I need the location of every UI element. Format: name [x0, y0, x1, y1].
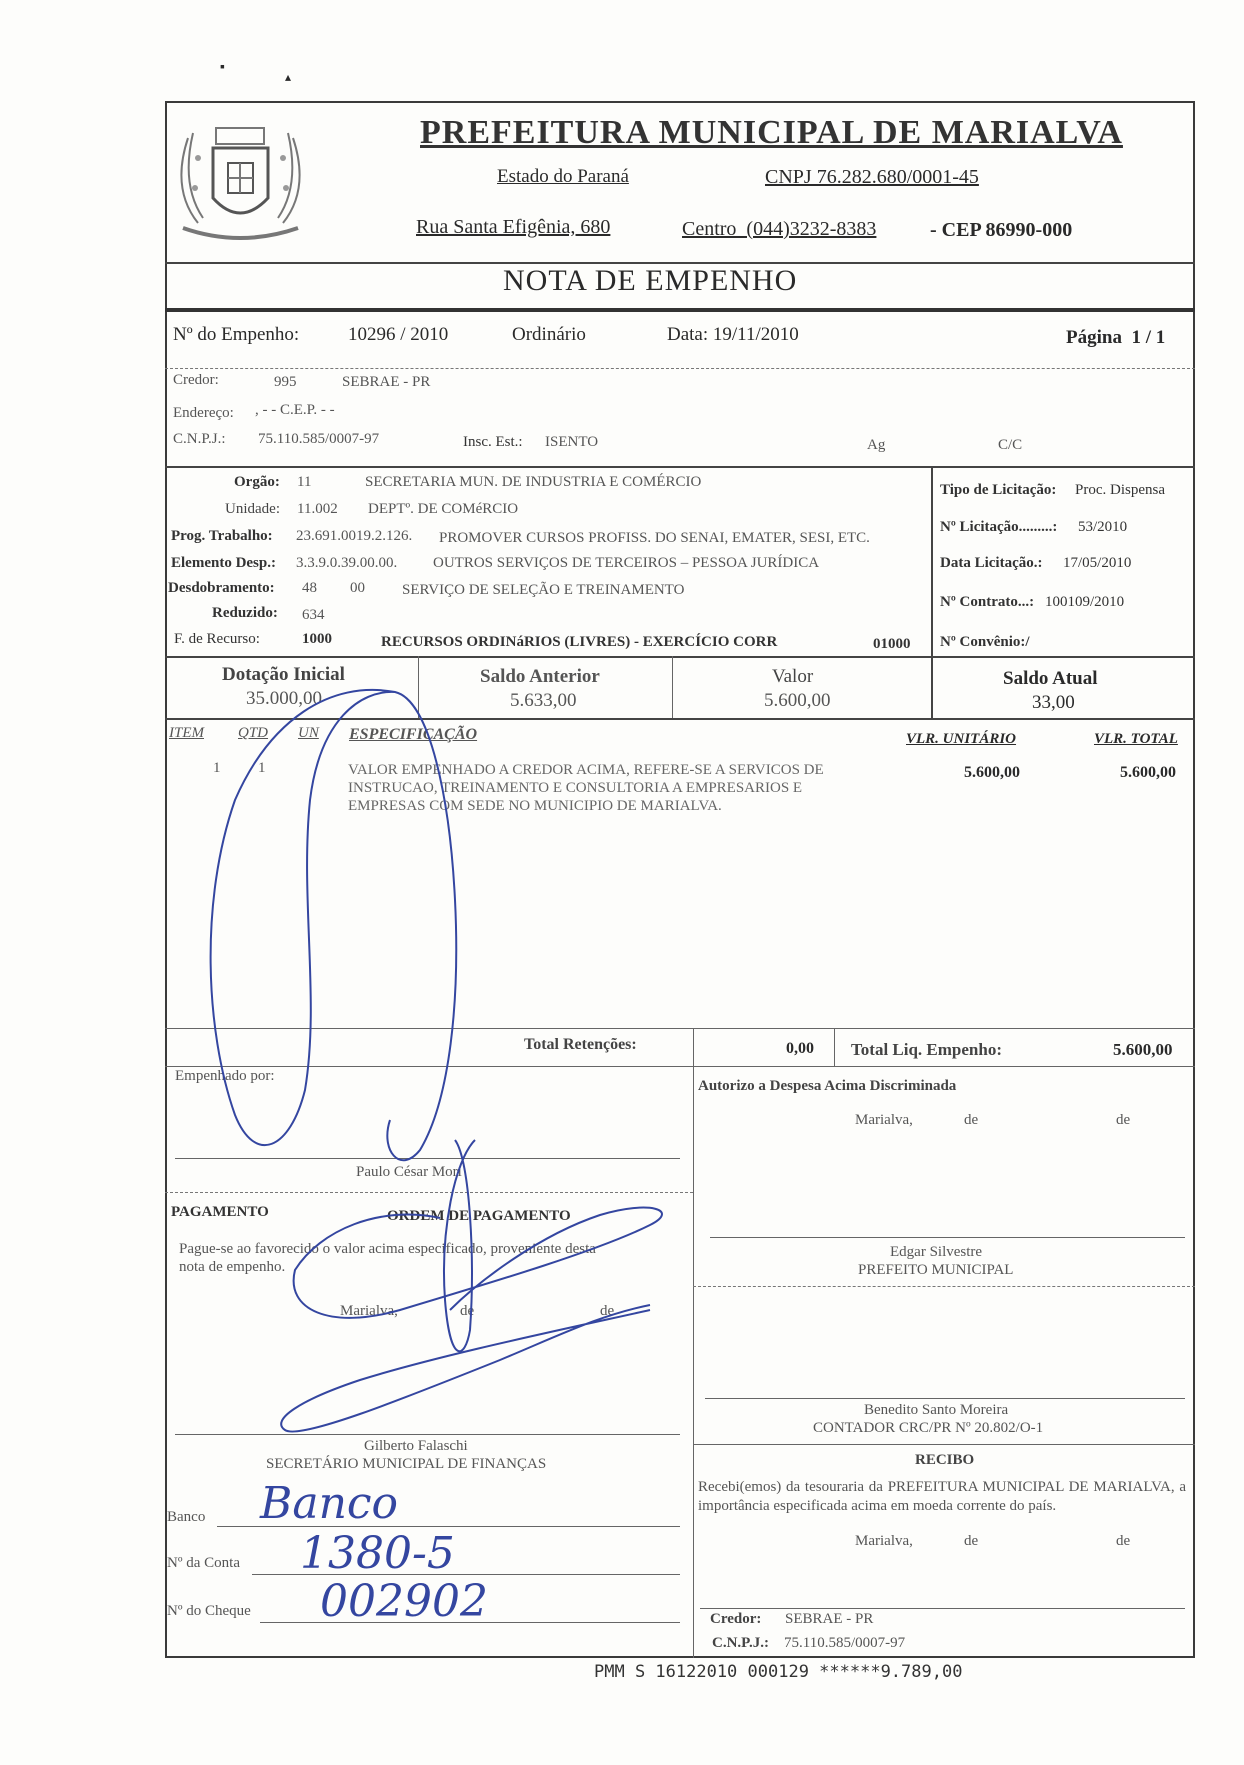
valor-value: 5.600,00 — [764, 690, 831, 711]
licitacao-data-label: Data Licitação.: — [940, 555, 1043, 571]
orgao: 11 — [297, 474, 312, 490]
retencoes-value: 0,00 — [786, 1040, 814, 1057]
item-number: 1 — [213, 760, 221, 776]
secretario-nome: Gilberto Falaschi — [364, 1438, 468, 1454]
desdobramento-sub: 00 — [350, 580, 365, 596]
empenho-number: 10296 / 2010 — [348, 324, 449, 345]
footer-stamp: PMM S 16122010 000129 ******9.789,00 — [594, 1662, 963, 1682]
col-unit: VLR. UNITÁRIO — [906, 731, 1017, 747]
header-district-phone: Centro (044)3232-8383 — [682, 218, 877, 240]
header-cnpj: CNPJ 76.282.680/0001-45 — [765, 166, 979, 188]
item-spec-line: VALOR EMPENHADO A CREDOR ACIMA, REFERE-SE A SERVICOS DE — [348, 762, 824, 778]
licitacao-tipo: Proc. Dispensa — [1075, 482, 1165, 498]
scan-mark: ▴ — [285, 70, 292, 84]
desdobramento: 48 — [302, 580, 317, 596]
state-name: Estado do Paraná — [497, 166, 629, 187]
recurso-desc: RECURSOS ORDINáRIOS (LIVRES) - EXERCÍCIO CORR — [381, 634, 778, 650]
convenio-label: Nº Convênio:/ — [940, 634, 1030, 650]
pagamento-text: nota de empenho. — [179, 1259, 286, 1275]
signature-stroke — [211, 690, 457, 1160]
saldo-atual-label: Saldo Atual — [1003, 668, 1098, 689]
orgao-label: Orgão: — [234, 474, 280, 490]
header-cep: - CEP 86990-000 — [930, 219, 1073, 241]
recibo-text: Recebi(emos) da tesouraria da PREFEITURA MUNICIPAL DE MARIALVA, a importância especificada acima em moeda corrente do país. — [698, 1479, 1186, 1514]
item-qtd: 1 — [258, 760, 266, 776]
empenho-number-label: Nº do Empenho: — [173, 324, 300, 345]
item-total-value: 5.600,00 — [1120, 764, 1176, 781]
insc-label: Insc. Est.: — [463, 434, 523, 450]
elemento: 3.3.9.0.39.00.00. — [296, 555, 398, 571]
prog: 23.691.0019.2.126. — [296, 528, 413, 544]
recibo-credor-label: Credor: — [710, 1611, 762, 1627]
contrato: 100109/2010 — [1045, 594, 1125, 610]
autorizo-de: de — [964, 1112, 979, 1128]
unidade-desc: DEPTº. DE COMéRCIO — [368, 501, 519, 517]
saldo-anterior-value: 5.633,00 — [510, 690, 577, 711]
pagamento-de: de — [600, 1303, 615, 1319]
item-spec-line: INSTRUCAO, TREINAMENTO E CONSULTORIA A EMPRESARIOS E — [348, 780, 803, 796]
address: , - - C.E.P. - - — [255, 402, 335, 418]
recibo-de: de — [964, 1533, 979, 1549]
elemento-label: Elemento Desp.: — [171, 555, 276, 571]
pagamento-de: de — [460, 1303, 475, 1319]
reduzido: 634 — [302, 607, 325, 623]
recurso-label: F. de Recurso: — [174, 631, 260, 647]
col-qtd: QTD — [238, 725, 269, 741]
desdobramento-label: Desdobramento: — [168, 580, 275, 596]
empenhado-nome: Paulo César Mori — [356, 1164, 462, 1180]
contrato-label: Nº Contrato...: — [940, 594, 1035, 610]
recibo-marialva: Marialva, — [855, 1533, 913, 1549]
recibo-title: RECIBO — [915, 1452, 975, 1468]
retencoes-label: Total Retenções: — [524, 1036, 637, 1053]
col-item: ITEM — [169, 725, 204, 741]
banco-handwriting: Banco — [260, 1478, 399, 1529]
municipality-title: PREFEITURA MUNICIPAL DE MARIALVA — [420, 114, 1123, 151]
banco-label: Banco — [167, 1509, 206, 1525]
conta-handwriting: 1380-5 — [300, 1528, 455, 1579]
address-label: Endereço: — [173, 405, 234, 421]
contador-nome: Benedito Santo Moreira — [864, 1402, 1009, 1418]
header-street: Rua Santa Efigênia, 680 — [416, 216, 611, 238]
licitacao-tipo-label: Tipo de Licitação: — [940, 482, 1057, 498]
pagamento-text: Pague-se ao favorecido o valor acima especificado, proveniente desta — [179, 1241, 596, 1257]
liquido-label: Total Liq. Empenho: — [851, 1040, 1002, 1059]
recibo-de: de — [1116, 1533, 1131, 1549]
ag-label: Ag — [867, 437, 886, 453]
cheque-handwriting: 002902 — [320, 1576, 488, 1627]
licitacao-numero: 53/2010 — [1078, 519, 1128, 535]
signature-stroke — [294, 1208, 662, 1318]
contador-cargo: CONTADOR CRC/PR Nº 20.802/O-1 — [813, 1420, 1044, 1436]
pagamento-label: PAGAMENTO — [171, 1204, 269, 1220]
pagamento-marialva: Marialva, — [340, 1303, 398, 1319]
saldo-anterior-label: Saldo Anterior — [480, 666, 600, 687]
credor-code: 995 — [274, 374, 297, 390]
insc-value: ISENTO — [545, 434, 599, 450]
autorizo-text: Autorizo a Despesa Acima Discriminada — [698, 1078, 957, 1094]
signature-stroke — [444, 1140, 475, 1351]
unidade: 11.002 — [297, 501, 338, 517]
cnpj-label: C.N.P.J.: — [173, 431, 226, 447]
signature-stroke — [281, 1305, 650, 1432]
dotacao-label: Dotação Inicial — [222, 664, 345, 685]
credor-name: SEBRAE - PR — [342, 374, 431, 390]
col-total: VLR. TOTAL — [1094, 731, 1178, 747]
page-title: NOTA DE EMPENHO — [503, 264, 798, 297]
licitacao-numero-label: Nº Licitação.........: — [940, 519, 1058, 535]
empenhado-label: Empenhado por: — [175, 1068, 275, 1084]
cc-label: C/C — [998, 437, 1023, 453]
empenho-date: Data: 19/11/2010 — [667, 324, 799, 345]
recibo-cnpj: 75.110.585/0007-97 — [784, 1635, 906, 1651]
page-number: Página 1 / 1 — [1066, 327, 1166, 348]
dotacao-value: 35.000,00 — [246, 688, 322, 709]
secretario-cargo: SECRETÁRIO MUNICIPAL DE FINANÇAS — [266, 1456, 547, 1472]
licitacao-data: 17/05/2010 — [1063, 555, 1132, 571]
ordem-label: ORDEM DE PAGAMENTO — [387, 1208, 571, 1224]
reduzido-label: Reduzido: — [212, 605, 278, 621]
autorizo-de: de — [1116, 1112, 1131, 1128]
prefeito-nome: Edgar Silvestre — [890, 1244, 983, 1260]
unidade-label: Unidade: — [225, 501, 280, 517]
elemento-desc: OUTROS SERVIÇOS DE TERCEIROS – PESSOA JURÍDICA — [433, 555, 820, 571]
liquido-value: 5.600,00 — [1113, 1040, 1173, 1059]
autorizo-marialva: Marialva, — [855, 1112, 913, 1128]
prog-label: Prog. Trabalho: — [171, 528, 273, 544]
desdobramento-desc: SERVIÇO DE SELEÇÃO E TREINAMENTO — [402, 582, 685, 598]
credor-label: Credor: — [173, 372, 219, 388]
item-spec-line: EMPRESAS COM SEDE NO MUNICIPIO DE MARIALVA. — [348, 798, 722, 814]
cheque-label: Nº do Cheque — [167, 1603, 251, 1619]
orgao-desc: SECRETARIA MUN. DE INDUSTRIA E COMÉRCIO — [365, 474, 702, 490]
item-unit-value: 5.600,00 — [964, 764, 1020, 781]
recurso: 1000 — [302, 631, 332, 647]
conta-label: Nº da Conta — [167, 1555, 240, 1571]
col-un: UN — [298, 725, 319, 741]
prefeito-cargo: PREFEITO MUNICIPAL — [858, 1262, 1014, 1278]
scan-mark: ▪ — [220, 60, 225, 75]
saldo-atual-value: 33,00 — [1032, 692, 1075, 713]
empenho-type: Ordinário — [512, 324, 586, 345]
prog-desc: PROMOVER CURSOS PROFISS. DO SENAI, EMATER, SESI, ETC. — [439, 530, 870, 546]
recibo-cnpj-label: C.N.P.J.: — [712, 1635, 769, 1651]
recurso-code: 01000 — [873, 636, 911, 652]
valor-label: Valor — [772, 666, 814, 687]
recibo-credor: SEBRAE - PR — [785, 1611, 874, 1627]
col-spec: ESPECIFICAÇÃO — [349, 726, 478, 743]
credor-cnpj: 75.110.585/0007-97 — [258, 431, 380, 447]
